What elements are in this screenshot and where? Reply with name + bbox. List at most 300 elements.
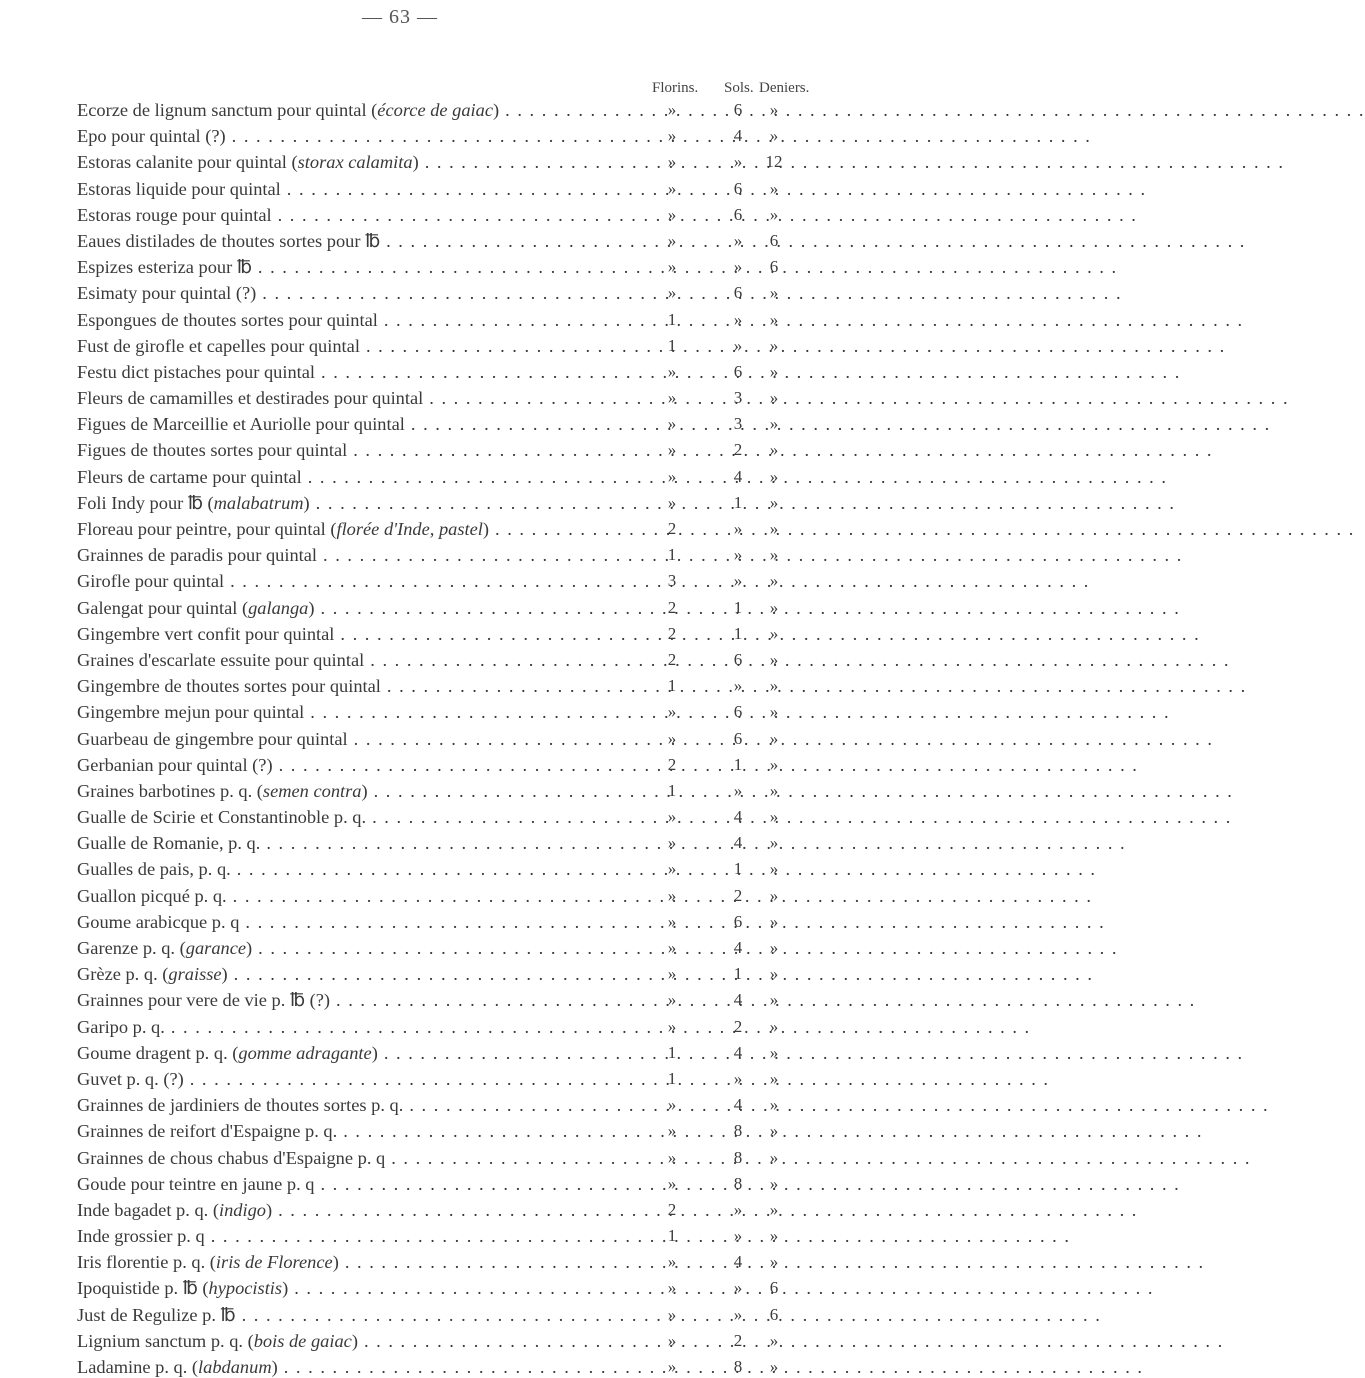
- entry-text-main: Lignium sanctum p. q. (: [77, 1330, 254, 1351]
- entry-text: [77, 1357, 284, 1377]
- entry-label: [77, 570, 637, 592]
- entry-text: [77, 1148, 391, 1168]
- entry-text-close: ): [303, 492, 310, 513]
- entry-text-main: Gualle de Scirie et Constantinoble p. q.: [77, 807, 367, 828]
- entry-text: [77, 676, 387, 696]
- sols-value: 2: [733, 440, 743, 460]
- entry-text-gloss: hypocistis: [208, 1278, 283, 1299]
- entry-text: [77, 519, 495, 539]
- entry-text: [77, 388, 429, 408]
- entry-text-main: Gualle de Romanie, p. q.: [77, 833, 261, 854]
- entry-text-gloss: iris de Florence: [215, 1252, 333, 1273]
- florins-value: »: [667, 1121, 677, 1141]
- tariff-row: [0, 1247, 800, 1273]
- entry-label: [77, 151, 637, 173]
- florins-value: »: [667, 1147, 677, 1167]
- entry-label: [77, 544, 637, 566]
- entry-text-gloss: garance: [185, 938, 247, 958]
- entry-text-main: Gingembre mejun pour quintal: [77, 702, 305, 723]
- tariff-row: [0, 881, 800, 907]
- entry-text: [77, 231, 386, 251]
- entry-text: [77, 1043, 384, 1063]
- entry-text-main: Floreau pour peintre, pour quintal (: [77, 519, 337, 539]
- entry-label: [77, 256, 637, 278]
- deniers-value: 12: [765, 152, 783, 172]
- entry-text-main: Espizes esteriza pour ℔: [77, 257, 252, 278]
- tariff-row: [0, 95, 800, 121]
- entry-text: [77, 571, 230, 591]
- entry-label: [77, 413, 637, 435]
- tariff-row: [0, 776, 800, 802]
- sols-value: »: [733, 309, 743, 329]
- deniers-value: »: [769, 623, 779, 643]
- entry-text: [77, 152, 425, 172]
- entry-label: [77, 1173, 637, 1195]
- tariff-row: [0, 121, 800, 147]
- entry-text-main: Inde bagadet p. q. (: [77, 1199, 219, 1220]
- tariff-row: [0, 305, 800, 331]
- deniers-value: »: [769, 1357, 779, 1376]
- sols-value: 8: [733, 1147, 743, 1167]
- deniers-value: »: [769, 335, 779, 355]
- entry-text-gloss: florée d'Inde, pastel: [336, 519, 483, 539]
- deniers-value: »: [769, 1173, 779, 1193]
- sols-value: 3: [733, 388, 743, 408]
- entry-text-main: Gingembre vert confit pour quintal: [77, 623, 335, 644]
- entry-label: [77, 1225, 637, 1247]
- entry-text-main: Grainnes de jardiniers de thoutes sortes p. q.: [77, 1095, 404, 1116]
- florins-value: »: [667, 1278, 677, 1298]
- entry-label: [77, 1199, 637, 1221]
- entry-text: [77, 545, 323, 565]
- entry-text: [77, 1278, 294, 1298]
- florins-value: »: [667, 100, 677, 119]
- sols-value: 1: [733, 597, 743, 617]
- entry-text-gloss: labdanum: [198, 1357, 272, 1377]
- entry-label: [77, 1277, 637, 1299]
- sols-value: 8: [733, 1173, 743, 1193]
- tariff-row: [0, 1143, 800, 1169]
- florins-value: »: [667, 1330, 677, 1350]
- florins-value: »: [667, 807, 677, 827]
- entry-text-main: Fust de girofle et capelles pour quintal: [77, 335, 360, 356]
- entry-text: [77, 179, 287, 199]
- tariff-row: [0, 724, 800, 750]
- florins-value: 2: [667, 649, 677, 669]
- deniers-value: 6: [769, 230, 779, 250]
- florins-value: »: [667, 492, 677, 512]
- florins-value: »: [667, 414, 677, 434]
- tariff-row: [0, 252, 800, 278]
- entry-text: [77, 414, 411, 434]
- entry-text-main: Gingembre de thoutes sortes pour quintal: [77, 676, 381, 697]
- tariff-row: [0, 907, 800, 933]
- deniers-value: »: [769, 1330, 779, 1350]
- florins-value: »: [667, 964, 677, 984]
- deniers-value: 6: [769, 257, 779, 277]
- tariff-row: [0, 645, 800, 671]
- florins-value: 1: [667, 309, 677, 329]
- column-header-florins: Florins.: [652, 80, 699, 96]
- deniers-value: »: [769, 492, 779, 512]
- sols-value: 6: [733, 911, 743, 931]
- entry-text-main: Graines d'escarlate essuite pour quintal: [77, 649, 365, 670]
- tariff-row: [0, 671, 800, 697]
- entry-text-close: ): [308, 597, 315, 618]
- entry-text-main: Goude pour teintre en jaune p. q: [77, 1173, 315, 1194]
- entry-label: [77, 230, 637, 252]
- sols-value: »: [733, 676, 743, 696]
- sols-value: »: [733, 519, 743, 538]
- entry-text-gloss: storax calamita: [297, 152, 413, 173]
- deniers-value: »: [769, 204, 779, 224]
- entry-text-main: Festu dict pistaches pour quintal: [77, 361, 316, 382]
- tariff-row: [0, 619, 800, 645]
- deniers-value: »: [769, 676, 779, 696]
- entry-text: [77, 781, 374, 801]
- entry-text-main: Gualles de pais, p. q.: [77, 859, 231, 880]
- sols-value: 1: [733, 492, 743, 512]
- entry-text: [77, 859, 237, 879]
- entry-text: [77, 1305, 242, 1325]
- sols-value: 6: [733, 178, 743, 198]
- florins-value: »: [667, 1304, 677, 1324]
- entry-text: [77, 990, 336, 1010]
- entry-text: [77, 362, 321, 382]
- florins-value: »: [667, 1095, 677, 1115]
- entry-label: [77, 885, 637, 907]
- entry-text: [77, 205, 278, 225]
- deniers-value: »: [769, 414, 779, 434]
- entry-text: [77, 912, 245, 932]
- florins-value: »: [667, 859, 677, 879]
- tariff-row: [0, 566, 800, 592]
- entry-text-main: Goume dragent p. q. (: [77, 1042, 239, 1063]
- entry-text-main: Goume arabicque p. q: [77, 911, 240, 932]
- entry-label: [77, 1042, 637, 1064]
- entry-text-main: Eaues distilades de thoutes sortes pour ℔: [77, 230, 381, 251]
- tariff-row: [0, 802, 800, 828]
- entry-label: [77, 1304, 637, 1326]
- entry-text-gloss: écorce de gaiac: [377, 100, 494, 120]
- deniers-value: »: [769, 859, 779, 879]
- florins-value: 1: [667, 1042, 677, 1062]
- tariff-row: [0, 278, 800, 304]
- deniers-value: »: [769, 571, 779, 591]
- florins-value: »: [667, 702, 677, 722]
- entry-text: [77, 729, 354, 749]
- entry-text-main: Graines barbotines p. q. (: [77, 780, 263, 801]
- entry-label: [77, 597, 637, 619]
- deniers-value: »: [769, 938, 779, 957]
- entry-text: [77, 1069, 190, 1089]
- sols-value: 4: [733, 1252, 743, 1272]
- tariff-row: [0, 1090, 800, 1116]
- tariff-row: [0, 593, 800, 619]
- deniers-value: »: [769, 728, 779, 748]
- florins-value: »: [667, 466, 677, 486]
- deniers-value: »: [769, 126, 779, 146]
- entry-text: [77, 964, 234, 984]
- florins-value: 3: [667, 571, 677, 591]
- tariff-row: [0, 1352, 800, 1378]
- deniers-value: »: [769, 178, 779, 198]
- entry-text-main: Fleurs de cartame pour quintal: [77, 466, 302, 487]
- entry-text-main: Iris florentie p. q. (: [77, 1252, 216, 1273]
- entry-label: [77, 387, 637, 409]
- entry-text-close: ): [361, 780, 368, 801]
- entry-text-main: Ladamine p. q. (: [77, 1357, 199, 1377]
- deniers-value: »: [769, 885, 779, 905]
- sols-value: 1: [733, 623, 743, 643]
- tariff-row: [0, 331, 800, 357]
- entry-text-main: Grainnes pour vere de vie p. ℔ (?): [77, 990, 330, 1011]
- deniers-value: »: [769, 545, 779, 565]
- sols-value: 4: [733, 466, 743, 486]
- entry-text: [77, 807, 372, 827]
- florins-value: »: [667, 938, 677, 957]
- entry-text-main: Grèze p. q. (: [77, 964, 169, 985]
- entry-label: [77, 99, 637, 121]
- entry-text-main: Garenze p. q. (: [77, 938, 186, 958]
- entry-label: [77, 701, 637, 723]
- entry-label: [77, 675, 637, 697]
- sols-value: 6: [733, 361, 743, 381]
- entry-text: [77, 1200, 278, 1220]
- deniers-value: »: [769, 1068, 779, 1088]
- florins-value: 2: [667, 754, 677, 774]
- florins-value: 1: [667, 335, 677, 355]
- entry-text-main: Gerbanian pour quintal (?): [77, 754, 273, 775]
- entry-text-main: Grainnes de paradis pour quintal: [77, 545, 318, 566]
- deniers-value: »: [769, 1042, 779, 1062]
- florins-value: »: [667, 388, 677, 408]
- florins-value: »: [667, 283, 677, 303]
- column-header-deniers: Deniers.: [759, 80, 810, 96]
- entry-text-main: Epo pour quintal (?): [77, 126, 226, 147]
- entry-label: [77, 1120, 637, 1142]
- entry-text: [77, 702, 310, 722]
- entry-text-main: Estoras rouge pour quintal: [77, 204, 272, 225]
- entry-label: [77, 282, 637, 304]
- entry-text-main: Ipoquistide p. ℔ (: [77, 1278, 209, 1299]
- florins-value: 1: [667, 676, 677, 696]
- entry-text-main: Estoras calanite pour quintal (: [77, 152, 298, 173]
- entry-text: [77, 336, 366, 356]
- sols-value: »: [733, 780, 743, 800]
- entry-label: [77, 832, 637, 854]
- entry-text-gloss: bois de gaiac: [253, 1330, 352, 1351]
- entry-text-close: ): [412, 152, 419, 173]
- entry-text-main: Guallon picqué p. q.: [77, 885, 227, 906]
- entry-label: [77, 204, 637, 226]
- entry-label: [77, 1094, 637, 1116]
- deniers-value: »: [769, 990, 779, 1010]
- deniers-value: »: [769, 361, 779, 381]
- entry-text-gloss: gomme adragante: [238, 1042, 372, 1063]
- entry-text: [77, 493, 316, 513]
- entry-text-main: Girofle pour quintal: [77, 571, 225, 592]
- entry-text-main: Espongues de thoutes sortes pour quintal: [77, 309, 378, 330]
- deniers-value: »: [769, 440, 779, 460]
- sols-value: 2: [733, 885, 743, 905]
- tariff-row: [0, 1221, 800, 1247]
- sols-value: »: [733, 230, 743, 250]
- entry-text-main: Fleurs de camamilles et destirades pour quintal: [77, 388, 424, 409]
- entry-label: [77, 806, 637, 828]
- sols-value: 1: [733, 964, 743, 984]
- tariff-row: [0, 514, 800, 540]
- entry-text: [77, 100, 505, 120]
- sols-value: »: [733, 1278, 743, 1298]
- tariff-row: [0, 697, 800, 723]
- deniers-value: »: [769, 309, 779, 329]
- deniers-value: »: [769, 1226, 779, 1246]
- deniers-value: »: [769, 1095, 779, 1115]
- deniers-value: »: [769, 780, 779, 800]
- entry-text-close: ): [332, 1252, 339, 1273]
- florins-value: »: [667, 230, 677, 250]
- sols-value: »: [733, 1068, 743, 1088]
- florins-value: »: [667, 885, 677, 905]
- entry-label: [77, 623, 637, 645]
- tariff-row: [0, 933, 800, 959]
- sols-value: 1: [733, 754, 743, 774]
- deniers-value: »: [769, 1016, 779, 1036]
- entry-text-close: ): [246, 938, 253, 958]
- florins-value: »: [667, 257, 677, 277]
- entry-label: [77, 754, 637, 776]
- entry-text-gloss: graisse: [168, 964, 222, 985]
- sols-value: »: [733, 257, 743, 277]
- florins-value: »: [667, 1357, 677, 1376]
- entry-text-main: Guarbeau de gingembre pour quintal: [77, 728, 348, 749]
- entry-text: [77, 310, 384, 330]
- entry-label: [77, 125, 637, 147]
- florins-value: »: [667, 440, 677, 460]
- entry-text: [77, 467, 308, 487]
- sols-value: 4: [733, 1095, 743, 1115]
- entry-text: [77, 1017, 171, 1037]
- entry-label: [77, 518, 637, 540]
- entry-text-main: Guvet p. q. (?): [77, 1068, 184, 1089]
- entry-label: [77, 911, 637, 933]
- entry-text-close: ): [371, 1042, 378, 1063]
- florins-value: 2: [667, 623, 677, 643]
- entry-text: [77, 126, 232, 146]
- entry-text-main: Inde grossier p. q: [77, 1226, 205, 1247]
- florins-value: »: [667, 1173, 677, 1193]
- sols-value: 6: [733, 728, 743, 748]
- entry-text: [77, 886, 233, 906]
- tariff-row: [0, 959, 800, 985]
- florins-value: »: [667, 990, 677, 1010]
- entry-text: [77, 1095, 409, 1115]
- tariff-row: [0, 435, 800, 461]
- entry-text-main: Estoras liquide pour quintal: [77, 178, 281, 199]
- page-number: — 63 —: [362, 6, 438, 28]
- sols-value: 2: [733, 1330, 743, 1350]
- entry-text-main: Ecorze de lignum sanctum pour quintal (: [77, 100, 378, 120]
- sols-value: »: [733, 545, 743, 565]
- entry-label: [77, 728, 637, 750]
- deniers-value: »: [769, 283, 779, 303]
- tariff-row: [0, 174, 800, 200]
- florins-value: »: [667, 361, 677, 381]
- sols-value: 6: [733, 702, 743, 722]
- entry-text-gloss: indigo: [218, 1199, 266, 1220]
- entry-text-main: Esimaty pour quintal (?): [77, 283, 257, 304]
- tariff-row: [0, 1169, 800, 1195]
- deniers-value: »: [769, 807, 779, 827]
- entry-text: [77, 755, 279, 775]
- florins-value: 2: [667, 519, 677, 538]
- deniers-value: »: [769, 466, 779, 486]
- sols-value: 3: [733, 414, 743, 434]
- tariff-row: [0, 357, 800, 383]
- sols-value: »: [733, 1304, 743, 1324]
- sols-value: »: [733, 571, 743, 591]
- deniers-value: 6: [769, 1304, 779, 1324]
- entry-label: [77, 937, 637, 959]
- tariff-list: [0, 95, 800, 1378]
- tariff-row: [0, 828, 800, 854]
- tariff-row: [0, 409, 800, 435]
- entry-text-close: ): [265, 1199, 273, 1220]
- tariff-row: [0, 200, 800, 226]
- entry-text: [77, 624, 340, 644]
- florins-value: »: [667, 911, 677, 931]
- entry-text: [77, 257, 258, 277]
- entry-label: [77, 1251, 637, 1273]
- florins-value: »: [667, 178, 677, 198]
- sols-value: »: [733, 1199, 743, 1219]
- entry-label: [77, 963, 637, 985]
- entry-text: [77, 598, 321, 618]
- entry-label: [77, 178, 637, 200]
- sols-value: 4: [733, 938, 743, 957]
- tariff-row: [0, 1012, 800, 1038]
- entry-text: [77, 650, 370, 670]
- sols-value: »: [733, 335, 743, 355]
- tariff-row: [0, 1273, 800, 1299]
- entry-text: [77, 1252, 345, 1272]
- sols-value: 8: [733, 1121, 743, 1141]
- tariff-row: [0, 383, 800, 409]
- entry-text: [77, 938, 258, 958]
- florins-value: 1: [667, 780, 677, 800]
- entry-label: [77, 989, 637, 1011]
- florins-value: »: [667, 1016, 677, 1036]
- entry-text-main: Garipo p. q.: [77, 1016, 165, 1037]
- column-header-sols: Sols.: [724, 80, 754, 96]
- entry-label: [77, 1068, 637, 1090]
- sols-value: »: [733, 1226, 743, 1246]
- tariff-row: [0, 147, 800, 173]
- deniers-value: »: [769, 1121, 779, 1141]
- sols-value: 2: [733, 1016, 743, 1036]
- entry-text-close: ): [271, 1357, 278, 1377]
- entry-text-gloss: galanga: [248, 597, 309, 618]
- florins-value: 2: [667, 597, 677, 617]
- florins-value: »: [667, 204, 677, 224]
- deniers-value: »: [769, 388, 779, 408]
- florins-value: 1: [667, 545, 677, 565]
- entry-label: [77, 780, 637, 802]
- florins-value: 1: [667, 1068, 677, 1088]
- entry-label: [77, 1356, 637, 1378]
- florins-value: »: [667, 152, 677, 172]
